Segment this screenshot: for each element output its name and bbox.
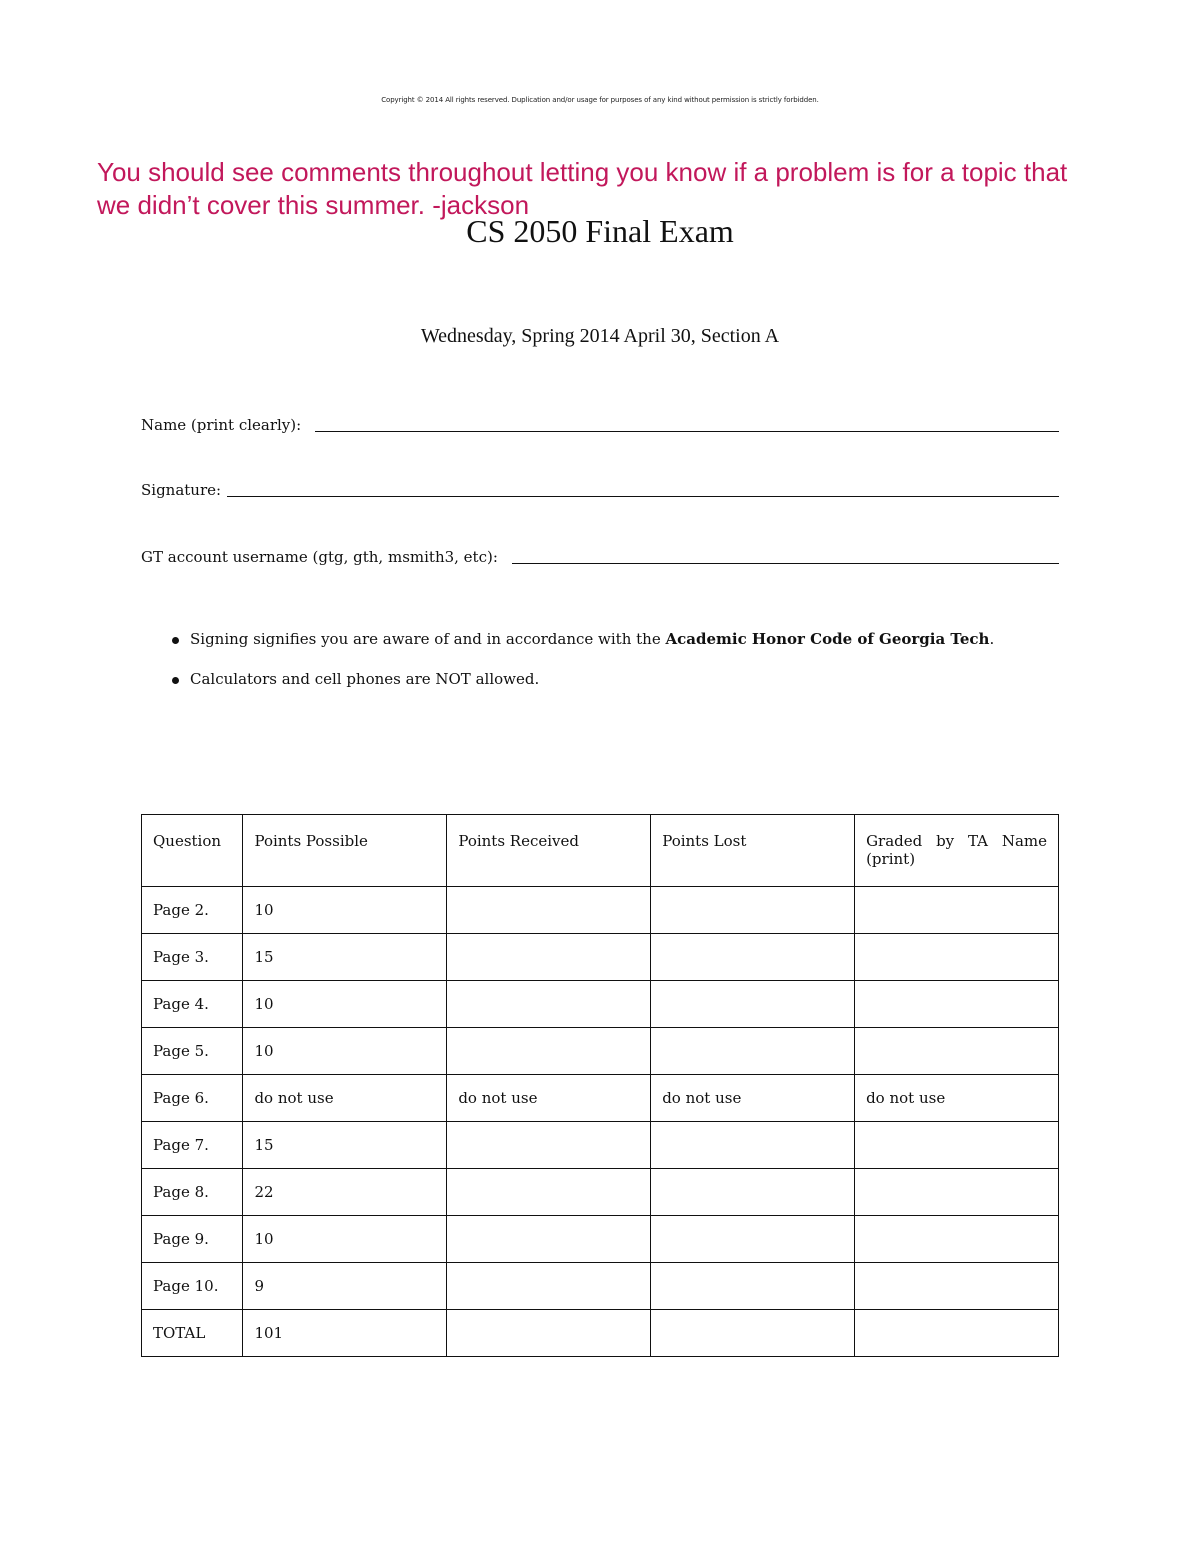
bullet-icon	[172, 637, 179, 644]
header-graded-by-line1: Graded by TA Name	[866, 832, 1047, 850]
bullet-icon	[172, 677, 179, 684]
table-row	[142, 981, 1059, 1028]
username-field	[141, 548, 1059, 566]
username-field-line[interactable]	[512, 562, 1059, 564]
name-field-line[interactable]	[315, 430, 1059, 432]
instruction-item-honor-code	[170, 630, 994, 670]
instruction-text-end: .	[989, 630, 995, 648]
cell-received[interactable]	[447, 1169, 651, 1216]
cell-possible: 10	[243, 1216, 447, 1263]
table-row	[142, 1122, 1059, 1169]
cell-lost[interactable]	[651, 1122, 855, 1169]
cell-possible: 15	[243, 934, 447, 981]
cell-graded[interactable]	[855, 887, 1059, 934]
cell-received[interactable]	[447, 1122, 651, 1169]
cell-question: Page 5.	[142, 1028, 243, 1075]
grading-table	[141, 814, 1059, 1357]
cell-graded[interactable]	[855, 1216, 1059, 1263]
name-field	[141, 416, 1059, 434]
table-row	[142, 1075, 1059, 1122]
header-graded-by-line2: (print)	[866, 850, 916, 868]
cell-graded: do not use	[855, 1075, 1059, 1122]
cell-graded[interactable]	[855, 1310, 1059, 1357]
cell-possible: 10	[243, 887, 447, 934]
cell-question: Page 4.	[142, 981, 243, 1028]
header-points-possible: Points Possible	[243, 815, 447, 887]
table-header-row	[142, 815, 1059, 887]
cell-lost[interactable]	[651, 887, 855, 934]
cell-graded[interactable]	[855, 981, 1059, 1028]
cell-question: Page 7.	[142, 1122, 243, 1169]
cell-received[interactable]	[447, 1216, 651, 1263]
cell-lost[interactable]	[651, 1169, 855, 1216]
copyright-notice: Copyright © 2014 All rights reserved. Duplication and/or usage for purposes of any kind without permission is strictly forbidden.	[381, 96, 819, 104]
cell-received[interactable]	[447, 1263, 651, 1310]
table-row	[142, 1263, 1059, 1310]
cell-question: TOTAL	[142, 1310, 243, 1357]
cell-lost[interactable]	[651, 934, 855, 981]
header-points-received: Points Received	[447, 815, 651, 887]
cell-received[interactable]	[447, 1310, 651, 1357]
cell-lost[interactable]	[651, 1310, 855, 1357]
cell-graded[interactable]	[855, 1028, 1059, 1075]
cell-lost[interactable]	[651, 1028, 855, 1075]
cell-lost: do not use	[651, 1075, 855, 1122]
cell-lost[interactable]	[651, 1263, 855, 1310]
cell-possible: 10	[243, 1028, 447, 1075]
cell-possible: 9	[243, 1263, 447, 1310]
cell-graded[interactable]	[855, 1169, 1059, 1216]
cell-question: Page 8.	[142, 1169, 243, 1216]
reviewer-comment: You should see comments throughout letting you know if a problem is for a topic that we didn’t cover this summer. -jackson	[97, 157, 1068, 220]
cell-question: Page 3.	[142, 934, 243, 981]
cell-received[interactable]	[447, 934, 651, 981]
cell-graded[interactable]	[855, 1122, 1059, 1169]
cell-question: Page 9.	[142, 1216, 243, 1263]
table-row	[142, 1169, 1059, 1216]
cell-question: Page 6.	[142, 1075, 243, 1122]
cell-possible: 101	[243, 1310, 447, 1357]
exam-subtitle: Wednesday, Spring 2014 April 30, Section A	[420, 325, 780, 347]
table-row	[142, 1028, 1059, 1075]
table-row	[142, 1216, 1059, 1263]
cell-received[interactable]	[447, 1028, 651, 1075]
signature-field	[141, 481, 1059, 499]
header-graded-by	[855, 815, 1059, 887]
exam-title: CS 2050 Final Exam	[466, 213, 734, 249]
table-row	[142, 1310, 1059, 1357]
cell-received[interactable]	[447, 887, 651, 934]
cell-lost[interactable]	[651, 1216, 855, 1263]
signature-field-line[interactable]	[227, 495, 1059, 497]
honor-code-emphasis: Academic Honor Code of Georgia Tech	[665, 630, 990, 648]
instruction-text: Signing signifies you are aware of and in accordance with the	[190, 630, 666, 648]
table-body	[142, 887, 1059, 1357]
header-points-lost: Points Lost	[651, 815, 855, 887]
cell-graded[interactable]	[855, 1263, 1059, 1310]
username-field-label: GT account username (gtg, gth, msmith3, etc):	[141, 548, 498, 566]
cell-graded[interactable]	[855, 934, 1059, 981]
table-row	[142, 887, 1059, 934]
cell-possible: 22	[243, 1169, 447, 1216]
header-question: Question	[142, 815, 243, 887]
instruction-text: Calculators and cell phones are NOT allowed.	[190, 670, 540, 688]
cell-received[interactable]	[447, 981, 651, 1028]
signature-field-label: Signature:	[141, 481, 222, 499]
cell-possible: 10	[243, 981, 447, 1028]
cell-possible: do not use	[243, 1075, 447, 1122]
cell-possible: 15	[243, 1122, 447, 1169]
instruction-item-calculators	[170, 670, 994, 710]
cell-lost[interactable]	[651, 981, 855, 1028]
instructions-list	[170, 630, 994, 710]
cell-received: do not use	[447, 1075, 651, 1122]
name-field-label: Name (print clearly):	[141, 416, 302, 434]
cell-question: Page 10.	[142, 1263, 243, 1310]
cell-question: Page 2.	[142, 887, 243, 934]
table-row	[142, 934, 1059, 981]
